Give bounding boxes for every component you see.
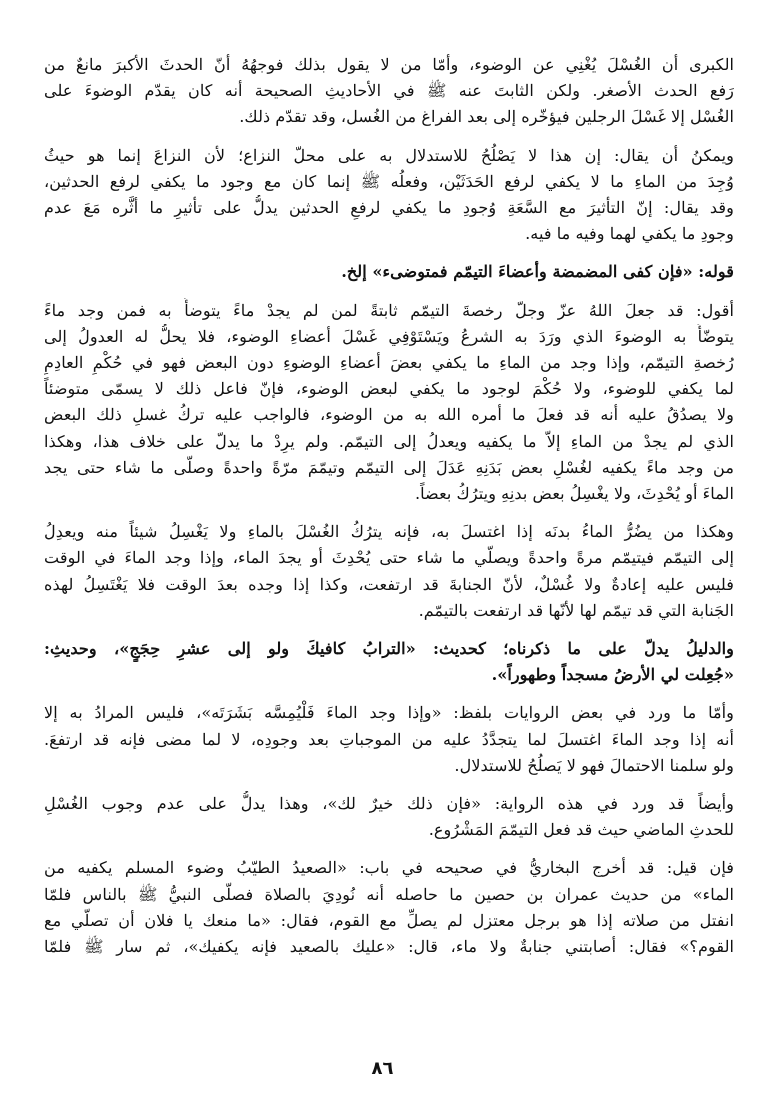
page-number: ٨٦ — [371, 1058, 394, 1079]
text-line: وأيضاً قد ورد في هذه الرواية: «فإن ذلك خيرٌ لك»، وهذا يدلُّ على عدم وجوب الغُسْلِ — [44, 794, 734, 814]
text-line: فإن قيل: قد أخرج البخاريُّ في صحيحه في باب: «الصعيدُ الطيّبُ وضوء المسلم يكفيه من — [44, 858, 734, 878]
text-line: وجودِ ما يكفي لهما وفيه ما فيه. — [525, 224, 734, 244]
text-line: الذي لم يجدْ من الماءِ إلاّ ما يكفيه ويعدلُ إلى التيمّم. ولم يرِدْ ما يدلّ على خلاف هذا، وهكذا — [44, 431, 734, 451]
paragraph-2 — [44, 143, 734, 248]
text-line: انفتل من صلاته إذا هو برجل معتزل لم يصلِّ مع القوم، فقال: «ما منعك يا فلان أن تصلّي مع — [44, 910, 734, 930]
text-line: وُجِدَ من الماءِ ما لا يكفي لرفع الحَدَثَيْن، وفعلُه ﷺ إنما كان مع وجود ما يكفي لرفع الحدثين، — [44, 171, 734, 191]
paragraph-4 — [44, 519, 734, 624]
page-text-body — [44, 52, 734, 972]
paragraph-3 — [44, 298, 734, 508]
text-line: رَفع الحدث الأصغر. ولكن الثابتَ عنه ﷺ في الأحاديثِ الصحيحة أنه كان يقدّم الوضوءَ على — [44, 81, 734, 101]
text-line: من وجد ماءً يكفيه لغُسْلِ بعض بَدَنِهِ عَدَلَ إلى التيمّم وتيمّمَ مرّةً واحدةً وصلّى ما شاء حتى يجد — [44, 457, 734, 477]
text-line: لما يكفي للوضوء، ولا حُكْمَ لوجود ما يكفي لبعض الوضوء، فإنّ فاعل ذلك لا يسمّى متوضئاً — [44, 379, 734, 399]
text-line: الجَنابة التي قد تيمّم لها لأنّها قد ارتفعت بالتيمّم. — [418, 600, 734, 620]
text-line: وهكذا من يضُرُّ الماءُ بدنَه إذا اغتسلَ به، فإنه يترُكُ الغُسْلَ بالماءِ ولا يَغْسِلُ شيئاً منه ويعدِلُ — [44, 522, 734, 542]
text-line: ولا يصدُقُ عليه أنه قد فعلَ ما أمره الله به من الوضوء، فالواجب عليه تركُ غسلِ ذلك البعض — [44, 405, 734, 425]
text-line: القوم؟» فقال: أصابتني جنابةٌ ولا ماء، قال: «عليك بالصعيد فإنه يكفيك»، ثم سار ﷺ فلمّا — [44, 937, 734, 957]
text-line: والدليلُ يدلّ على ما ذكرناه؛ كحديث: «الترابُ كافيكَ ولو إلى عشرِ حِجَجٍ»، وحديثِ: — [44, 639, 734, 659]
paragraph-7 — [44, 791, 734, 843]
text-line: الغُسْل إلا غَسْلَ الرجلين فيؤخّره إلى بعد الفراغ من الغُسل، وقد تقدّم ذلك. — [239, 107, 734, 127]
text-line: أقول: قد جعلَ اللهُ عزّ وجلّ رخصةَ التيمّم ثابتةً لمن لم يجدْ ماءً يتوضأُ به فمن وجد ماءً — [44, 300, 734, 320]
paragraph-8 — [44, 855, 734, 960]
paragraph-5 — [44, 636, 734, 688]
text-line: فليس عليه إعادةٌ ولا غُسْلٌ، لأنّ الجنابةَ قد ارتفعت، وكذا إذا وجده بعدَ الوقت فلا يَغْتَسِلُ لهذه — [44, 574, 734, 594]
text-line: وقد يقال: إنّ التأثيرَ مع السَّعَةِ وُجودِ ما يكفي لرفعِ الحدثين يدلُّ على تأثيرِ ما أثَّره مَعَ عدم — [44, 198, 734, 218]
paragraph-6 — [44, 700, 734, 779]
text-line: الماء» من حديث عمران بن حصين ما حاصله أنه نُودِيَ بالصلاة فصلّى النبيُّ ﷺ بالناس فلمّا — [44, 884, 734, 904]
text-line: «جُعِلت لي الأرضُ مسجداً وطهوراً». — [491, 665, 734, 685]
text-line: الكبرى أن الغُسْلَ يُغْنِي عن الوضوء، وأمّا من لا يقول بذلك فوجهُهُ أنّ الحدثَ الأكبرَ مانعٌ من — [44, 55, 734, 74]
text-line: يتوضّأُ به الوضوءَ الذي ورَدَ به الشرعُ ويَسْتَوْفِي غَسْلَ أعضاءِ الوضوء، فلا يحلُّ له العدولُ إلى — [44, 326, 734, 346]
text-line: الماءَ أو يُحْدِثَ، ولا يغْسِلُ بعض بدنِهِ ويترُكُ بعضاً. — [414, 484, 734, 504]
text-line: للحدثِ الماضي حيث قد فعل التيمّمَ المَشْرُوع. — [428, 820, 734, 840]
text-line: إلى التيمّم فيتيمّم مرةً واحدةً ويصلّي ما شاء حتى يُحْدِثَ أو يجدَ الماء، وإذا وجد الماءَ في الوقت — [44, 548, 734, 568]
text-line: ولو سلمنا الاحتمالَ فهو لا يَصلُحُ للاستدلال. — [454, 755, 734, 775]
text-line: أنه إذا وجد الماءَ اغتسلَ لما يتجدَّدُ عليه من الموجباتِ بعد وجودِه، لا لما مضى فإنه قد ارتفعَ. — [44, 729, 734, 749]
section-heading: قوله: «فإن كفى المضمضة وأعضاءَ التيمّم فمتوضىء» إلخ. — [341, 262, 734, 282]
text-line: وأمّا ما ورد في بعض الروايات بلفظ: «وإذا وجد الماءَ فَلْيُمِسَّه بَشَرَتَه»، فليس المرادُ به إلا — [44, 703, 734, 723]
paragraph-1 — [44, 52, 734, 131]
text-line: رُخصةِ التيمّم، وإذا وجد من الماءِ ما يكفي بعضَ أعضاءِ الوضوءِ دون البعض فهو في حُكْمِ العادِمِ — [44, 353, 734, 373]
text-line: ويمكنُ أن يقال: إن هذا لا يَصْلُحُ للاستدلال به على محلّ النزاع؛ لأن النزاعَ إنما هو حيثُ — [44, 145, 734, 165]
